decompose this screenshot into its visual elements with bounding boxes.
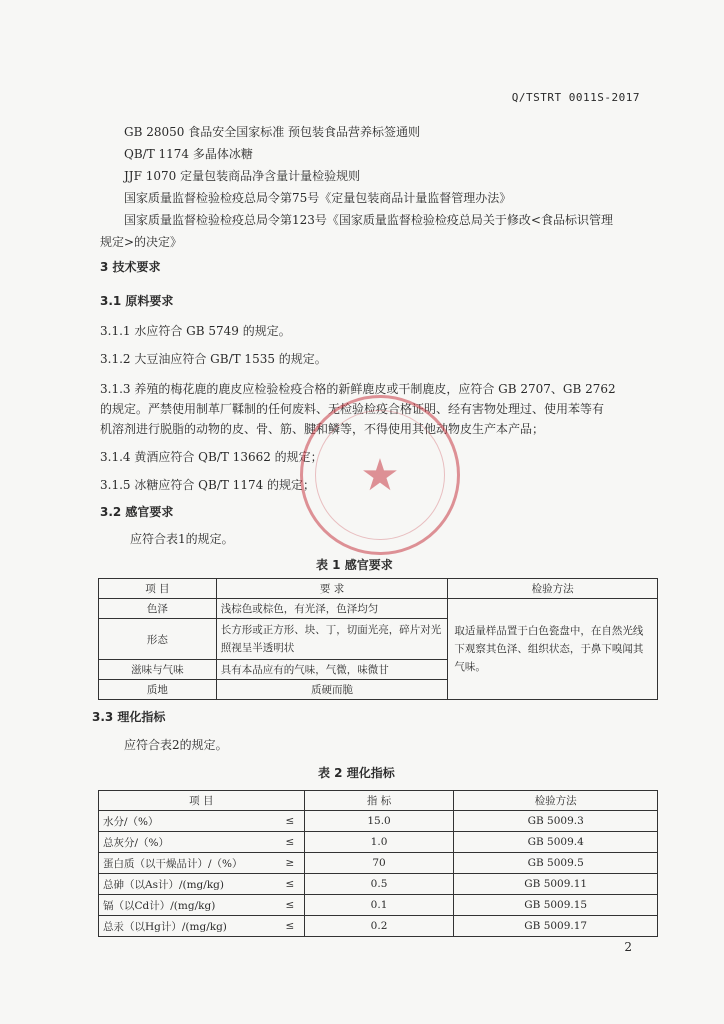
sensory-table — [98, 578, 658, 700]
table-cell-requirement: 长方形或正方形、块、丁，切面光亮，碎片对光照视呈半透明状 — [216, 619, 448, 660]
table-2-title: 表 2 理化指标 — [318, 766, 395, 780]
reference-line: JJF 1070 定量包装商品净含量计量检验规则 — [124, 169, 361, 183]
table-cell-method: GB 5009.5 — [454, 853, 658, 874]
table-cell-item: 滋味与气味 — [99, 660, 217, 680]
table-cell-operator: ≤ — [276, 832, 304, 853]
table-row — [99, 895, 658, 916]
table-header-cell: 要 求 — [216, 579, 448, 599]
subsection-heading: 3.3 理化指标 — [92, 710, 166, 724]
table-cell-value: 0.1 — [304, 895, 454, 916]
table-cell-value: 0.5 — [304, 874, 454, 895]
table-cell-value: 15.0 — [304, 811, 454, 832]
table-cell-value: 1.0 — [304, 832, 454, 853]
table-cell-item: 蛋白质（以干燥品计）/（%） — [99, 853, 277, 874]
table-row — [99, 832, 658, 853]
table-1-title: 表 1 感官要求 — [316, 558, 393, 572]
physicochemical-table — [98, 790, 658, 937]
table-cell-item: 总灰分/（%） — [99, 832, 277, 853]
table-row — [99, 874, 658, 895]
table-header-row — [99, 579, 658, 599]
reference-line: 规定>的决定》 — [100, 235, 183, 249]
table-cell-item: 总汞（以Hg计）/(mg/kg) — [99, 916, 277, 937]
table-row — [99, 853, 658, 874]
clause-3-1-3-line: 机溶剂进行脱脂的动物的皮、骨、筋、腱和鳞等，不得使用其他动物皮生产本产品； — [100, 422, 545, 436]
table-cell-item: 总砷（以As计）/(mg/kg) — [99, 874, 277, 895]
official-seal-stamp — [300, 395, 460, 555]
table-cell-value: 70 — [304, 853, 454, 874]
subsection-heading: 3.1 原料要求 — [100, 294, 174, 308]
table-cell-operator: ≤ — [276, 811, 304, 832]
table-cell-method: 取适量样品置于白色瓷盘中，在自然光线下观察其色泽、组织状态，于鼻下嗅闻其气味。 — [448, 599, 658, 700]
doc-code: Q/TSTRT 0011S-2017 — [511, 91, 640, 104]
subsection-heading: 3.2 感官要求 — [100, 505, 174, 519]
table-header-cell: 项 目 — [99, 791, 305, 811]
page-number: 2 — [624, 940, 632, 954]
clause-3-1-4: 3.1.4 黄酒应符合 QB/T 13662 的规定； — [100, 450, 323, 464]
table-cell-method: GB 5009.11 — [454, 874, 658, 895]
table-cell-method: GB 5009.4 — [454, 832, 658, 853]
table-cell-requirement: 具有本品应有的气味，气微，味微甘 — [216, 660, 448, 680]
table-cell-item: 色泽 — [99, 599, 217, 619]
reference-line: 国家质量监督检验检疫总局令第123号《国家质量监督检验检疫总局关于修改<食品标识管理 — [124, 213, 613, 227]
reference-line: 国家质量监督检验检疫总局令第75号《定量包装商品计量监督管理办法》 — [124, 191, 512, 205]
table-cell-operator: ≤ — [276, 895, 304, 916]
section-heading: 3 技术要求 — [100, 260, 161, 274]
table-row — [99, 599, 658, 619]
table-cell-operator: ≤ — [276, 916, 304, 937]
table-cell-requirement: 浅棕色或棕色，有光泽，色泽均匀 — [216, 599, 448, 619]
table-cell-method: GB 5009.15 — [454, 895, 658, 916]
star-icon: ★ — [360, 450, 400, 501]
table-cell-value: 0.2 — [304, 916, 454, 937]
clause-3-1-5: 3.1.5 冰糖应符合 QB/T 1174 的规定； — [100, 478, 316, 492]
clause-3-1-2: 3.1.2 大豆油应符合 GB/T 1535 的规定。 — [100, 352, 327, 366]
table-cell-operator: ≥ — [276, 853, 304, 874]
clause-3-1-1: 3.1.1 水应符合 GB 5749 的规定。 — [100, 324, 291, 338]
table-row — [99, 811, 658, 832]
clause-3-1-3-line: 3.1.3 养殖的梅花鹿的鹿皮应检验检疫合格的新鲜鹿皮或干制鹿皮，应符合 GB 2707、GB 2762 — [100, 382, 616, 396]
table-cell-item: 水分/（%） — [99, 811, 277, 832]
table-reference-text: 应符合表1的规定。 — [130, 532, 234, 546]
table-cell-method: GB 5009.17 — [454, 916, 658, 937]
reference-line: GB 28050 食品安全国家标准 预包装食品营养标签通则 — [124, 125, 421, 139]
table-header-cell: 检验方法 — [448, 579, 658, 599]
table-cell-operator: ≤ — [276, 874, 304, 895]
table-cell-item: 形态 — [99, 619, 217, 660]
table-header-cell: 检验方法 — [454, 791, 658, 811]
clause-3-1-3-line: 的规定。严禁使用制革厂鞣制的任何废料、无检验检疫合格证明、经有害物处理过、使用苯等有 — [100, 402, 605, 416]
table-row — [99, 916, 658, 937]
table-reference-text: 应符合表2的规定。 — [124, 738, 228, 752]
table-cell-method: GB 5009.3 — [454, 811, 658, 832]
table-cell-item: 质地 — [99, 680, 217, 700]
table-header-cell: 项 目 — [99, 579, 217, 599]
table-header-cell: 指 标 — [304, 791, 454, 811]
table-header-row — [99, 791, 658, 811]
reference-line: QB/T 1174 多晶体冰糖 — [124, 147, 253, 161]
table-cell-item: 镉（以Cd计）/(mg/kg) — [99, 895, 277, 916]
table-cell-requirement: 质硬而脆 — [216, 680, 448, 700]
